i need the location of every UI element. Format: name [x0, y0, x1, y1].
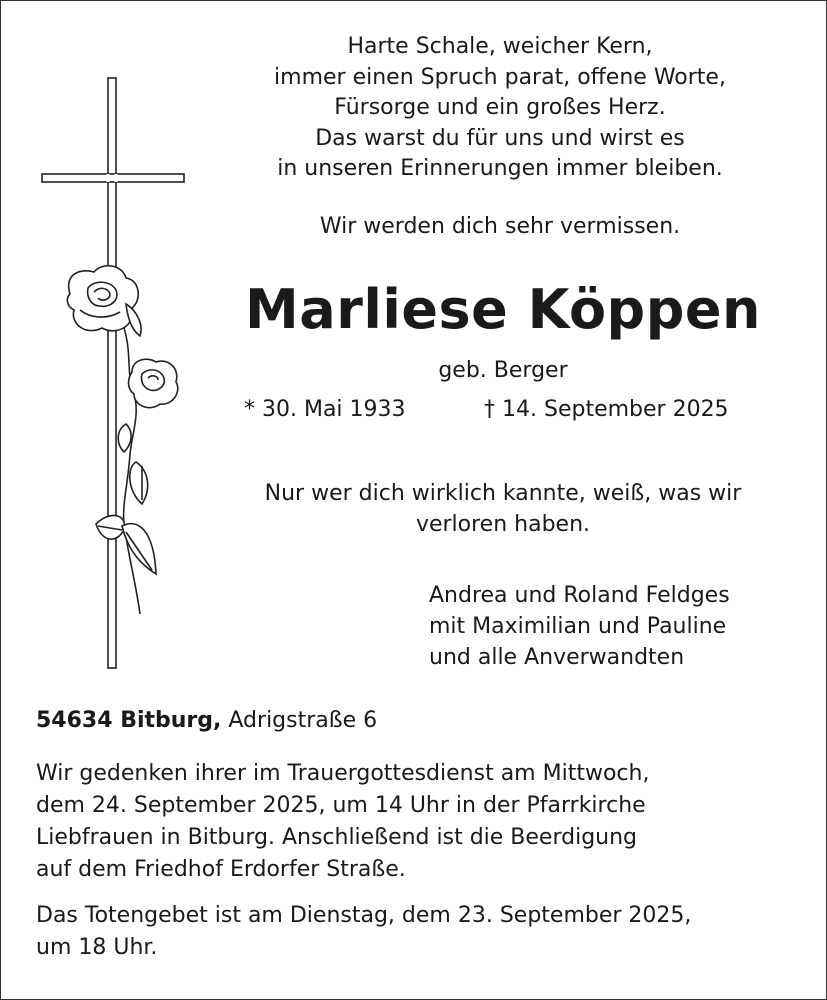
- service-line: auf dem Friedhof Erdorfer Straße.: [36, 857, 406, 882]
- deceased-name: Marliese Köppen: [245, 278, 761, 341]
- prayer-line: um 18 Uhr.: [36, 935, 158, 960]
- service-notice: [36, 758, 649, 886]
- mourner-line: mit Maximilian und Pauline: [429, 614, 727, 639]
- poem: [200, 32, 800, 185]
- poem-line: Fürsorge und ein großes Herz.: [334, 95, 666, 120]
- birth-date: * 30. Mai 1933: [244, 397, 406, 422]
- mourners: [429, 580, 730, 673]
- address-city: 54634 Bitburg,: [36, 708, 222, 733]
- service-line: Liebfrauen in Bitburg. Anschließend ist die Beerdigung: [36, 825, 638, 850]
- prayer-line: Das Totengebet ist am Dienstag, dem 23. September 2025,: [36, 903, 692, 928]
- death-date: † 14. September 2025: [484, 397, 729, 422]
- service-line: dem 24. September 2025, um 14 Uhr in der Pfarrkirche: [36, 793, 646, 818]
- poem-line: Harte Schale, weicher Kern,: [347, 34, 653, 59]
- service-line: Wir gedenken ihrer im Trauergottesdienst am Mittwoch,: [36, 761, 650, 786]
- mourner-line: und alle Anverwandten: [429, 645, 685, 670]
- poem-line: immer einen Spruch parat, offene Worte,: [274, 64, 726, 90]
- quote-line: Nur wer dich wirklich kannte, weiß, was wir: [264, 481, 742, 506]
- cross-with-roses-icon: [36, 74, 196, 674]
- poem-line: in unseren Erinnerungen immer bleiben.: [277, 156, 723, 181]
- quote-line: verloren haben.: [415, 512, 591, 537]
- mourner-line: Andrea und Roland Feldges: [429, 583, 730, 608]
- address-street: Adrigstraße 6: [228, 708, 378, 733]
- prayer-notice: [36, 900, 691, 964]
- poem-line: Das warst du für uns und wirst es: [315, 125, 685, 151]
- address: [36, 708, 377, 733]
- farewell-line: Wir werden dich sehr vermissen.: [319, 214, 681, 239]
- maiden-name: geb. Berger: [438, 358, 568, 383]
- quote: [200, 478, 806, 540]
